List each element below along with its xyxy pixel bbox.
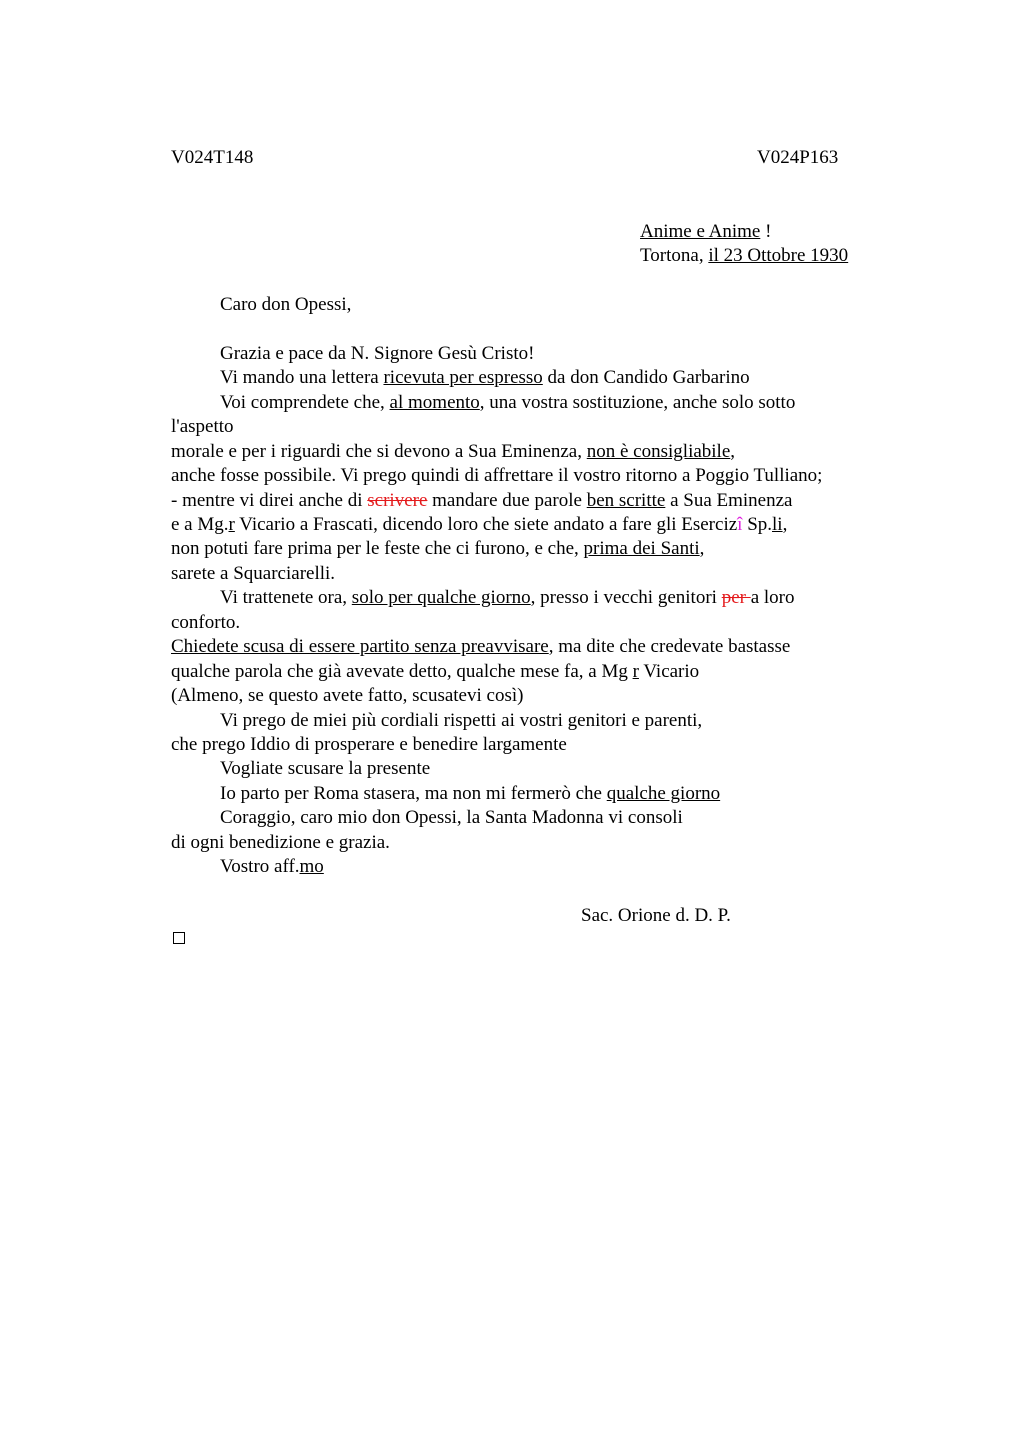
body-line-5: anche fosse possibile. Vi prego quindi di affrettare il vostro ritorno a Poggio Tulliano; (171, 465, 823, 486)
text: Sp. (742, 514, 773, 535)
text: , ma dite che credevate bastasse (548, 636, 791, 657)
inserted-mark: î (737, 514, 743, 535)
body-line-14: (Almeno, se questo avete fatto, scusatevi così) (171, 685, 524, 706)
text: a Sua Eminenza (665, 490, 793, 511)
text: - mentre vi direi anche di (171, 490, 368, 511)
body-line-2 (220, 391, 795, 415)
text: , presso i vecchi genitori (530, 587, 722, 608)
underlined-text: r (228, 514, 235, 535)
motto-line (640, 220, 771, 244)
text: Voi comprendete che, (220, 392, 390, 413)
body-line-6 (171, 489, 792, 513)
text: Vi trattenete ora, (220, 587, 352, 608)
text: Vicario (638, 661, 700, 682)
underlined-text: solo per qualche giorno (351, 587, 531, 608)
body-line-10 (220, 586, 795, 610)
body-line-7 (171, 513, 787, 537)
text: mandare due parole (427, 490, 587, 511)
right-code: V024P163 (757, 147, 839, 168)
body-line-12 (171, 635, 790, 659)
text: Vi mando una lettera (220, 367, 384, 388)
empty-checkbox-glyph (173, 932, 185, 944)
salutation: Caro don Opessi, (220, 294, 352, 315)
left-code: V024T148 (171, 147, 254, 168)
deleted-text: scrivere (367, 490, 428, 511)
underlined-text: ben scritte (586, 490, 666, 511)
underlined-text: ricevuta per espresso (383, 367, 543, 388)
text: da don Candido Garbarino (542, 367, 750, 388)
text: morale e per i riguardi che si devono a Sua Eminenza, (171, 441, 587, 462)
body-line-15: Vi prego de miei più cordiali rispetti ai vostri genitori e parenti, (220, 710, 703, 731)
body-line-8 (171, 537, 704, 561)
body-line-1 (220, 366, 750, 390)
underlined-text: Chiedete scusa di essere partito senza preavvisare (171, 636, 549, 657)
underlined-text: al momento (389, 392, 480, 413)
date: il 23 Ottobre 1930 (708, 245, 849, 266)
text: , (782, 514, 788, 535)
underlined-text: prima dei Santi (583, 538, 700, 559)
body-line-16: che prego Iddio di prosperare e benedire largamente (171, 734, 567, 755)
underlined-text: r (632, 661, 639, 682)
greeting: Grazia e pace da N. Signore Gesù Cristo! (220, 343, 535, 364)
body-line-13 (171, 660, 699, 684)
body-line-11: conforto. (171, 612, 241, 633)
body-line-20: di ogni benedizione e grazia. (171, 832, 390, 853)
text: Vostro aff. (220, 856, 300, 877)
underlined-text: li (772, 514, 783, 535)
underlined-text: mo (299, 856, 324, 877)
text: Io parto per Roma stasera, ma non mi fermerò che (220, 783, 607, 804)
text: , (730, 441, 736, 462)
text: , (699, 538, 705, 559)
body-line-9: sarete a Squarciarelli. (171, 563, 336, 584)
closing (220, 855, 324, 879)
text: a loro (750, 587, 795, 608)
body-line-18 (220, 782, 720, 806)
text: Vicario a Frascati, dicendo loro che siete andato a fare gli Esercizî (234, 514, 743, 535)
underlined-text: non è consigliabile (586, 441, 731, 462)
underlined-text: qualche giorno (606, 783, 721, 804)
text: , una vostra sostituzione, anche solo sotto (479, 392, 796, 413)
date-line (640, 244, 848, 268)
signature: Sac. Orione d. D. P. (581, 905, 731, 926)
text: qualche parola che già avevate detto, qualche mese fa, a Mg (171, 661, 633, 682)
body-line-17: Vogliate scusare la presente (220, 758, 431, 779)
place: Tortona, (640, 245, 709, 266)
motto: Anime e Anime (640, 221, 761, 242)
motto-mark: ! (760, 221, 772, 242)
body-line-4 (171, 440, 735, 464)
deleted-text: per (721, 587, 751, 608)
text: e a Mg. (171, 514, 229, 535)
text: non potuti fare prima per le feste che ci furono, e che, (171, 538, 584, 559)
body-line-19: Coraggio, caro mio don Opessi, la Santa Madonna vi consoli (220, 807, 683, 828)
body-line-3: l'aspetto (171, 416, 234, 437)
